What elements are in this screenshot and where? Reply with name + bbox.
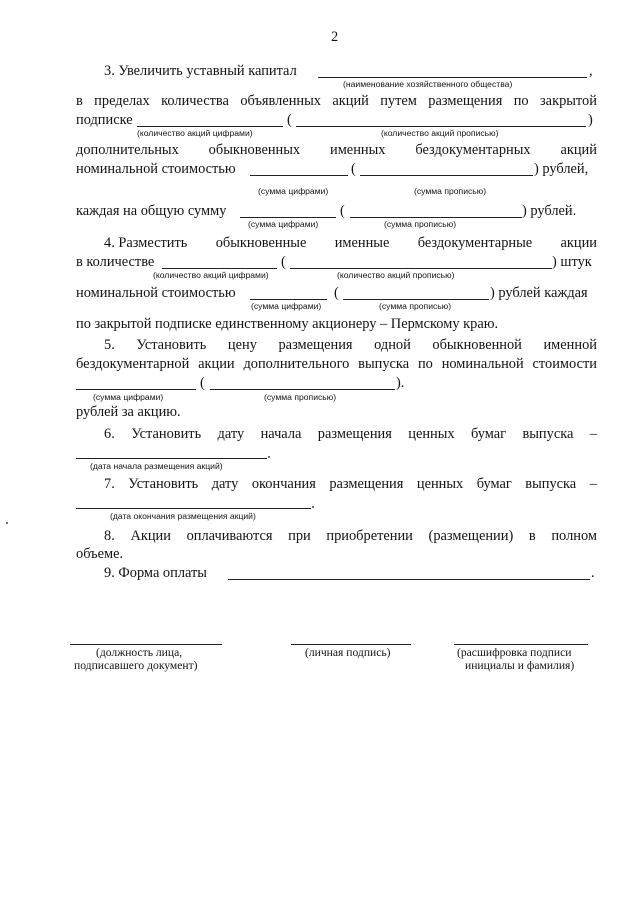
caption-count-words: (количество акций прописью) <box>337 270 455 280</box>
item4-line2-end: ) штук <box>552 254 592 270</box>
caption-sum-words: (сумма прописью) <box>264 392 337 402</box>
caption-sum-words: (сумма прописью) <box>379 301 452 311</box>
caption-company-name: (наименование хозяйственного общества) <box>343 79 513 89</box>
total-sum-words-field[interactable] <box>350 217 522 218</box>
paren-close: ) <box>588 112 593 128</box>
position-line[interactable] <box>70 644 222 645</box>
caption-count-digits: (количество акций цифрами) <box>153 270 269 280</box>
item5-line4: рублей за акцию. <box>76 404 181 420</box>
period-mark <box>312 506 314 508</box>
price-words-field[interactable] <box>210 389 395 390</box>
item3-line6-end: ) рублей. <box>522 203 577 219</box>
start-date-field[interactable] <box>76 458 267 459</box>
paren-open: ( <box>287 112 292 128</box>
nominal-value-words-field[interactable] <box>360 175 533 176</box>
item4-line2-start: в количестве <box>76 254 155 270</box>
price-digits-field[interactable] <box>76 389 196 390</box>
item8-line1: 8. Акции оплачиваются при приобретении (размещении) в полном <box>104 528 597 544</box>
end-date-field[interactable] <box>76 508 311 509</box>
item4-line3-start: номинальной стоимостью <box>76 285 236 301</box>
item3-line2: в пределах количества объявленных акций путем размещения по закрытой <box>76 93 597 109</box>
share-count-digits-field[interactable] <box>137 126 283 127</box>
place-count-digits-field[interactable] <box>162 268 277 269</box>
item3-comma: , <box>589 63 593 79</box>
nominal-value-digits-field[interactable] <box>250 175 348 176</box>
caption-sum-words: (сумма прописью) <box>384 219 457 229</box>
place-nominal-digits-field[interactable] <box>250 299 327 300</box>
caption-decode-1: (расшифровка подписи <box>457 646 572 659</box>
item8-line2: объеме. <box>76 546 124 562</box>
caption-sum-digits: (сумма цифрами) <box>258 186 329 196</box>
item3-line6-start: каждая на общую сумму <box>76 203 227 219</box>
signature-decode-line[interactable] <box>454 644 588 645</box>
caption-position-2: подписавшего документ) <box>74 659 198 672</box>
caption-count-words: (количество акций прописью) <box>381 128 499 138</box>
place-count-words-field[interactable] <box>290 268 552 269</box>
caption-signature: (личная подпись) <box>305 646 391 659</box>
caption-sum-digits: (сумма цифрами) <box>251 301 322 311</box>
share-count-words-field[interactable] <box>296 126 586 127</box>
company-name-field[interactable] <box>318 77 587 78</box>
item6-line1: 6. Установить дату начала размещения ценных бумаг выпуска – <box>104 426 597 442</box>
paren-open: ( <box>351 161 356 177</box>
caption-sum-words: (сумма прописью) <box>414 186 487 196</box>
item3-line4: дополнительных обыкновенных именных бездокументарных акций <box>76 142 597 158</box>
item4-line1: 4. Разместить обыкновенные именные бездокументарные акции <box>104 235 597 251</box>
item9-line1: 9. Форма оплаты <box>104 565 207 581</box>
total-sum-digits-field[interactable] <box>240 217 336 218</box>
period-mark <box>268 456 270 458</box>
caption-count-digits: (количество акций цифрами) <box>137 128 253 138</box>
place-nominal-words-field[interactable] <box>343 299 489 300</box>
item5-line1: 5. Установить цену размещения одной обыкновенной именной <box>104 337 597 353</box>
item5-line2: бездокументарной акции дополнительного выпуска по номинальной стоимости <box>76 356 597 372</box>
caption-sum-digits: (сумма цифрами) <box>248 219 319 229</box>
item4-line3-end: ) рублей каждая <box>490 285 588 301</box>
caption-decode-2: инициалы и фамилия) <box>465 659 575 672</box>
paren-open: ( <box>340 203 345 219</box>
paren-open: ( <box>334 285 339 301</box>
item5-line3-end: ). <box>396 375 405 391</box>
payment-form-field[interactable] <box>228 579 590 580</box>
scan-speck <box>6 522 8 524</box>
page-number: 2 <box>331 29 339 45</box>
item3-line1: 3. Увеличить уставный капитал <box>104 63 297 79</box>
item4-line4: по закрытой подписке единственному акционеру – Пермскому краю. <box>76 316 499 332</box>
signature-line[interactable] <box>291 644 411 645</box>
paren-open: ( <box>281 254 286 270</box>
item7-line1: 7. Установить дату окончания размещения ценных бумаг выпуска – <box>104 476 597 492</box>
caption-end-date: (дата окончания размещения акций) <box>110 511 256 521</box>
item3-line3-start: подписке <box>76 112 133 128</box>
item9-period: . <box>591 565 595 581</box>
paren-open: ( <box>200 375 205 391</box>
caption-position-1: (должность лица, <box>96 646 183 659</box>
caption-sum-digits: (сумма цифрами) <box>93 392 164 402</box>
item3-line5-end: ) рублей, <box>534 161 589 177</box>
caption-start-date: (дата начала размещения акций) <box>90 461 223 471</box>
item3-line5-start: номинальной стоимостью <box>76 161 236 177</box>
